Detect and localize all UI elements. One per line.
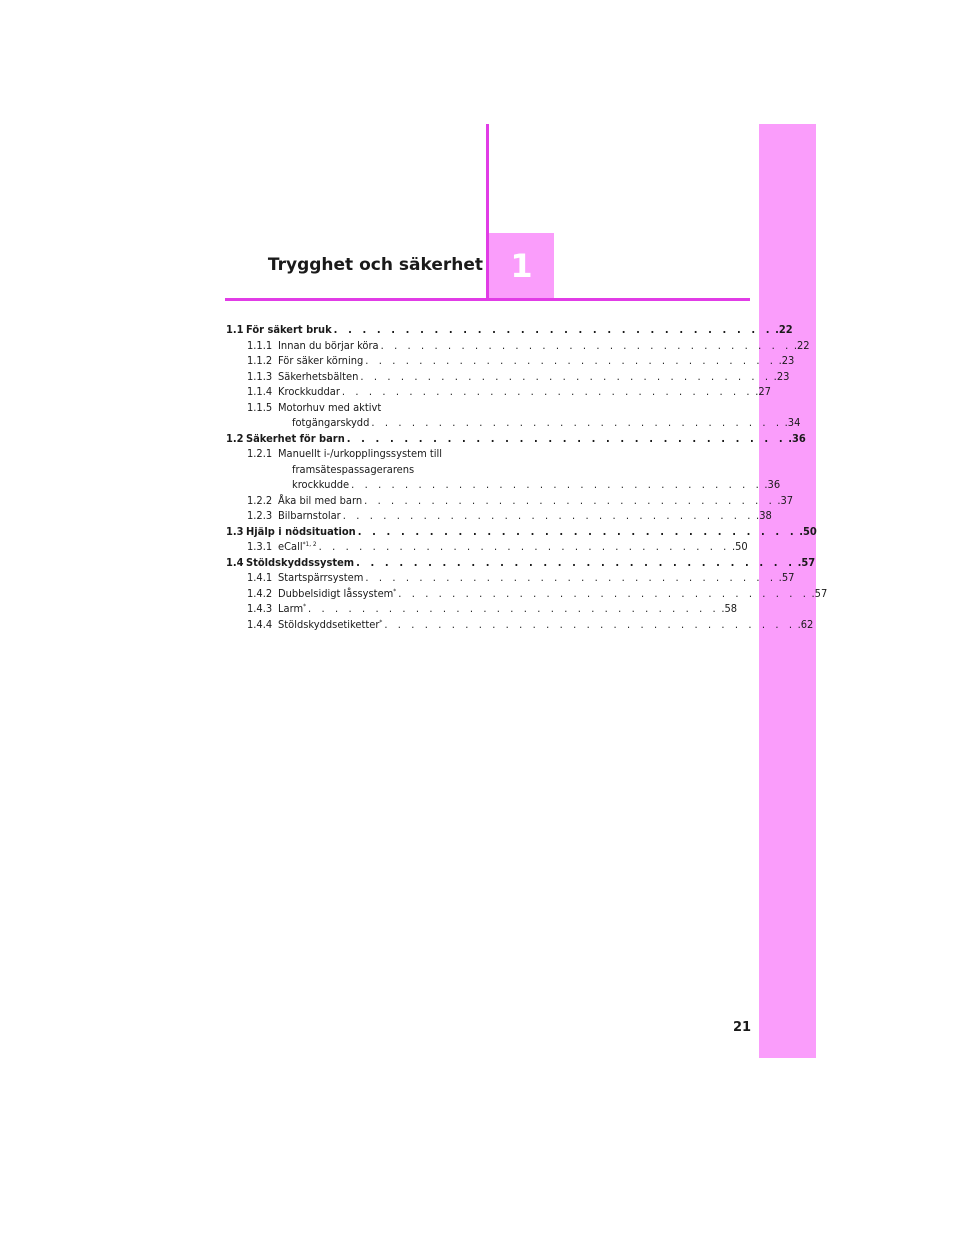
toc-entry-page: .50 — [731, 540, 748, 553]
toc-entry-page: .23 — [773, 369, 790, 383]
toc-entry-page: .37 — [777, 493, 794, 507]
toc-dot-leader: . . . . . . . . . . . . . . . . . . . . . . . . . . . . . . . — [380, 338, 792, 352]
toc-entry-title-text: eCall — [278, 540, 303, 553]
toc-entry-title — [278, 617, 382, 633]
chapter-title: Trygghet och säkerhet — [267, 255, 483, 275]
toc-entry-number: 1.4.4 — [247, 617, 273, 631]
toc-dot-leader: . . . . . . . . . . . . . . . . . . . . . . . . . . . . . . . — [351, 478, 763, 491]
toc-entry-title: Motorhuv med aktivt — [278, 400, 382, 414]
toc-entry-page: .34 — [784, 416, 801, 429]
toc-dot-leader: . . . . . . . . . . . . . . . . . . . . . . . . . . . . . . . — [308, 602, 720, 615]
toc-entry-page: .57 — [797, 555, 816, 569]
toc-entry-title: Stöldskyddssystem — [246, 555, 355, 569]
toc-entry-page: .36 — [764, 478, 781, 491]
toc-entry-page: .57 — [778, 571, 795, 584]
chapter-number: 1 — [510, 246, 533, 285]
toc-entry-1-2-3[interactable] — [226, 508, 772, 524]
toc-entry-title: fotgängarskydd — [292, 416, 370, 429]
footnote-mark: *1, 2 — [302, 540, 317, 548]
toc-dot-leader: . . . . . . . . . . . . . . . . . . . . . . . . . . . . . . . — [346, 431, 787, 445]
toc-entry-number: 1.2 — [226, 431, 244, 445]
toc-entry-title: krockkudde — [292, 478, 350, 491]
toc-entry-number: 1.1 — [226, 323, 244, 336]
toc-entry-page: .50 — [799, 524, 817, 538]
table-of-contents — [226, 322, 828, 632]
toc-entry-number: 1.1.4 — [247, 385, 273, 398]
toc-entry-number: 1.4 — [226, 555, 244, 569]
toc-dot-leader: . . . . . . . . . . . . . . . . . . . . . . . . . . . . . . . — [364, 493, 776, 507]
toc-dot-leader: . . . . . . . . . . . . . . . . . . . . . . . . . . . . . . . — [341, 385, 754, 398]
toc-dot-leader: . . . . . . . . . . . . . . . . . . . . . . . . . . . . . . . — [365, 571, 777, 584]
toc-entry-1-1[interactable] — [226, 322, 793, 338]
toc-entry-1-4-2[interactable] — [226, 586, 828, 602]
toc-entry-1-1-5[interactable] — [226, 400, 468, 416]
toc-dot-leader: . . . . . . . . . . . . . . . . . . . . . . . . . . . . . . . — [360, 369, 772, 383]
footnote-mark: * — [379, 617, 383, 626]
toc-entry-number: 1.4.1 — [247, 571, 273, 584]
toc-entry-title-text: Larm — [278, 602, 304, 615]
toc-entry-1-2[interactable] — [226, 431, 806, 447]
footnote-mark: * — [303, 602, 307, 610]
toc-entry-title — [278, 601, 306, 617]
toc-entry-title: Innan du börjar köra — [278, 338, 379, 352]
toc-entry-1-2-1[interactable] — [226, 446, 468, 462]
toc-entry-1-2-2[interactable] — [226, 493, 794, 509]
toc-entry-1-4-3[interactable] — [226, 601, 738, 617]
toc-entry-title: Bilbarnstolar — [278, 509, 341, 522]
toc-entry-number: 1.1.3 — [247, 369, 273, 383]
toc-entry-page: .23 — [778, 354, 795, 367]
toc-entry-page: .22 — [775, 323, 793, 336]
footnote-mark: * — [393, 586, 397, 595]
toc-entry-page: .22 — [793, 338, 810, 352]
toc-entry-page: .38 — [756, 509, 772, 522]
toc-dot-leader: . . . . . . . . . . . . . . . . . . . . . . . . . . . . . . . — [333, 323, 774, 336]
toc-dot-leader: . . . . . . . . . . . . . . . . . . . . . . . . . . . . . . . — [398, 586, 810, 600]
toc-entry-number: 1.3.1 — [247, 540, 273, 553]
toc-entry-title: Säkerhetsbälten — [278, 369, 359, 383]
chapter-number-box — [489, 233, 554, 298]
toc-entry-title: Åka bil med barn — [278, 493, 363, 507]
toc-entry-title: För säker körning — [278, 354, 364, 367]
toc-entry-1-4[interactable] — [226, 555, 816, 571]
toc-entry-number: 1.2.2 — [247, 493, 273, 507]
toc-entry-title: Manuellt i-/urkopplingssystem till — [278, 447, 442, 460]
toc-dot-leader: . . . . . . . . . . . . . . . . . . . . . . . . . . . . . . . — [318, 540, 730, 553]
toc-entry-title — [278, 539, 317, 555]
toc-entry-title: Startspärrsystem — [278, 571, 364, 584]
toc-entry-number: 1.4.2 — [247, 586, 273, 600]
toc-entry-1-2-1-line-2[interactable]: framsätespassagerarens — [292, 462, 415, 476]
toc-entry-number: 1.1.2 — [247, 354, 273, 367]
toc-dot-leader: . . . . . . . . . . . . . . . . . . . . . . . . . . . . . . . — [342, 509, 755, 522]
toc-entry-1-1-1[interactable] — [226, 338, 810, 354]
toc-dot-leader: . . . . . . . . . . . . . . . . . . . . . . . . . . . . . . . — [371, 416, 783, 429]
toc-dot-leader: . . . . . . . . . . . . . . . . . . . . . . . . . . . . . . . — [357, 524, 798, 538]
toc-entry-title — [278, 586, 396, 602]
toc-entry-title-text: Stöldskyddsetiketter — [278, 617, 380, 631]
toc-entry-1-1-4[interactable] — [226, 384, 771, 400]
toc-entry-page: .58 — [721, 602, 738, 615]
toc-dot-leader: . . . . . . . . . . . . . . . . . . . . . . . . . . . . . . . — [356, 555, 796, 569]
toc-entry-1-1-5-continued[interactable] — [226, 415, 801, 431]
toc-entry-title: Säkerhet för barn — [246, 431, 345, 445]
toc-entry-number: 1.3 — [226, 524, 244, 538]
toc-entry-page: .62 — [797, 617, 814, 631]
toc-dot-leader: . . . . . . . . . . . . . . . . . . . . . . . . . . . . . . . — [365, 354, 777, 367]
toc-entry-1-1-3[interactable] — [226, 369, 790, 385]
toc-entry-number: 1.1.5 — [247, 400, 273, 414]
toc-entry-1-2-1-continued[interactable] — [226, 477, 781, 493]
toc-entry-1-3-1[interactable] — [226, 539, 748, 555]
header-horizontal-rule — [225, 298, 750, 301]
toc-dot-leader: . . . . . . . . . . . . . . . . . . . . . . . . . . . . . . . — [384, 617, 796, 631]
toc-entry-number: 1.4.3 — [247, 602, 273, 615]
page-number: 21 — [733, 1020, 752, 1035]
toc-entry-1-4-4[interactable] — [226, 617, 814, 633]
toc-entry-1-4-1[interactable] — [226, 570, 795, 586]
toc-entry-1-1-2[interactable] — [226, 353, 795, 369]
toc-entry-1-3[interactable] — [226, 524, 817, 540]
toc-entry-title: För säkert bruk — [246, 323, 332, 336]
toc-entry-number: 1.2.3 — [247, 509, 273, 522]
toc-entry-number: 1.2.1 — [247, 447, 273, 460]
toc-entry-page: .57 — [811, 586, 828, 600]
toc-entry-title-text: Dubbelsidigt låssystem — [278, 586, 394, 600]
toc-entry-page: .27 — [755, 385, 771, 398]
toc-entry-title: Hjälp i nödsituation — [246, 524, 356, 538]
toc-entry-number: 1.1.1 — [247, 338, 273, 352]
toc-entry-title: Krockkuddar — [278, 385, 340, 398]
toc-entry-page: .36 — [788, 431, 806, 445]
